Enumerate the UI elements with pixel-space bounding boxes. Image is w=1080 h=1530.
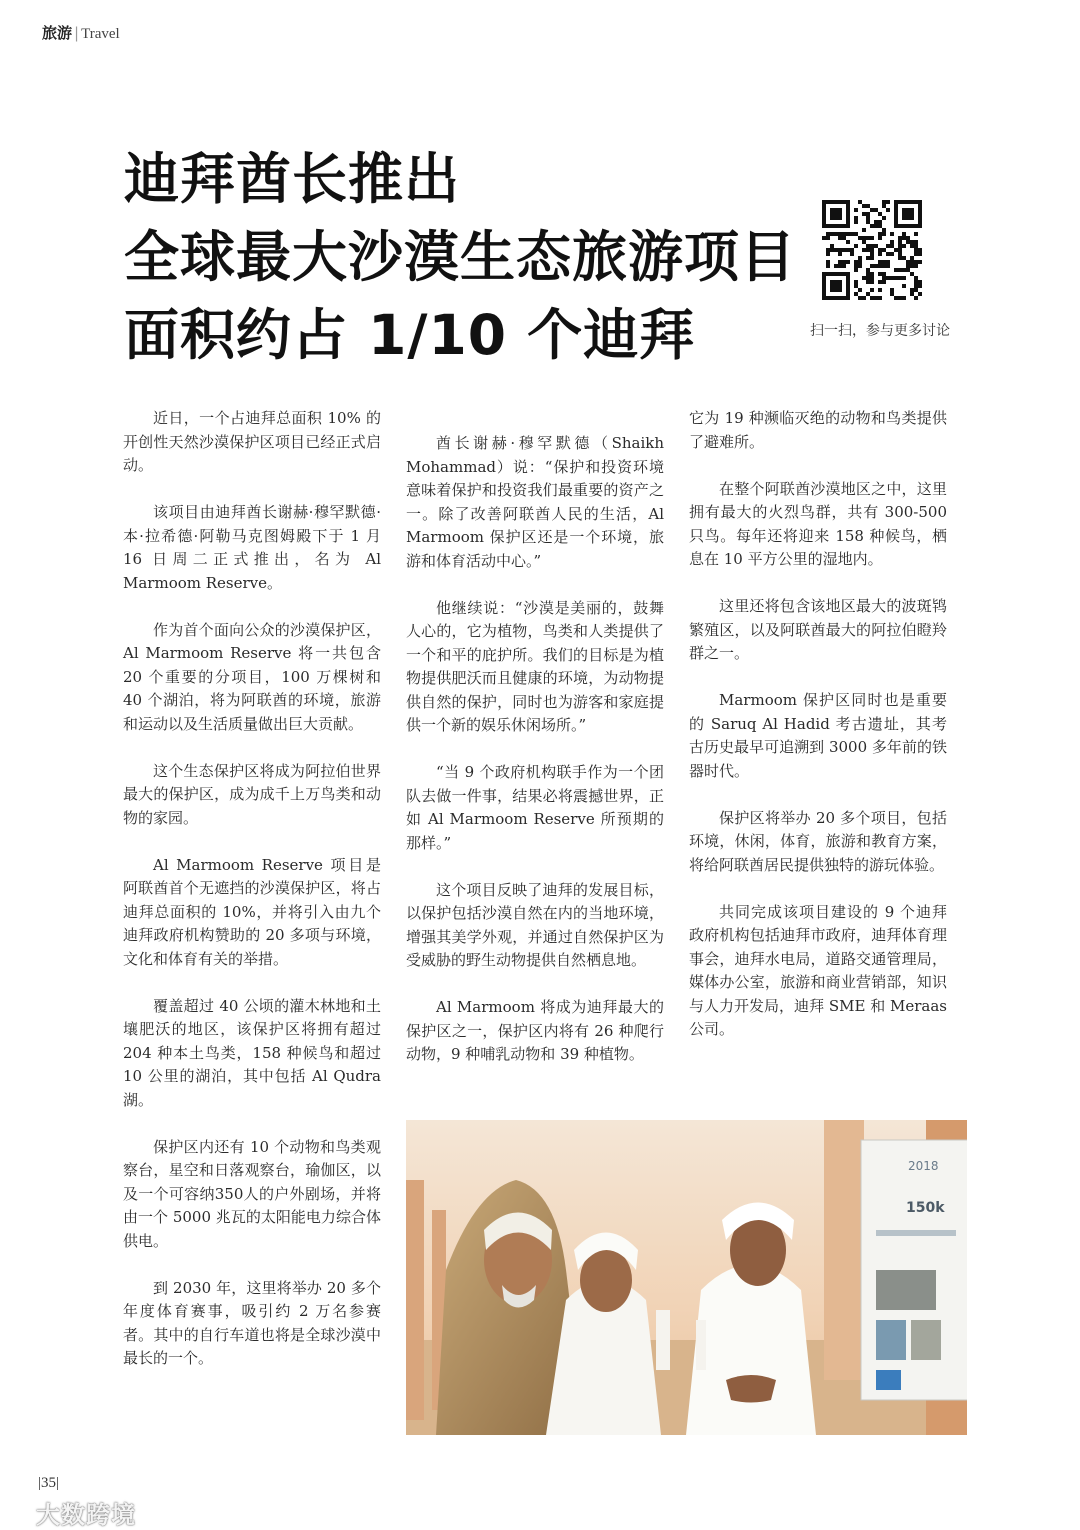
qr-module [874,244,878,248]
headline-line-2: 全球最大沙漠生态旅游项目 [124,225,797,289]
qr-module [862,236,866,240]
page-number: |35| [38,1475,60,1491]
qr-module [874,208,878,212]
qr-module [910,288,914,292]
qr-module [870,272,874,276]
qr-module [866,276,870,280]
qr-module [878,296,882,300]
qr-module [906,260,910,264]
qr-module [866,292,870,296]
qr-module [882,260,886,264]
qr-module [910,272,914,276]
page-number-value: 35 [41,1475,57,1491]
paragraph: 这里还将包含该地区最大的波斑鸨繁殖区，以及阿联酋最大的阿拉伯瞪羚群之一。 [689,597,947,662]
qr-module [862,204,866,208]
paragraph: 保护区将举办 20 多个项目，包括环境，休闲，体育，旅游和教育方案，将给阿联酋居民提供独特的游玩体验。 [689,808,947,874]
qr-module [858,264,862,268]
qr-module [898,296,902,300]
qr-module [902,236,906,240]
qr-module [918,252,922,256]
qr-module [890,276,894,280]
section-tag [42,22,120,43]
qr-module [866,220,870,224]
qr-module [858,296,862,300]
qr-module [866,256,870,260]
qr-module [866,248,870,252]
qr-module [866,212,870,216]
qr-module [886,244,890,248]
qr-module [878,260,882,264]
qr-module [854,208,858,212]
qr-module [894,296,898,300]
qr-module [878,224,882,228]
qr-module [826,236,830,240]
paragraph: 这个生态保护区将成为阿拉伯世界最大的保护区，成为成千上万鸟类和动物的家园。 [123,761,381,827]
qr-module [838,236,842,240]
qr-module [846,240,850,244]
qr-module [870,252,874,256]
qr-module [902,284,906,288]
qr-module [822,236,826,240]
qr-module [902,232,906,236]
qr-module [882,216,886,220]
qr-module [854,280,858,284]
qr-module [914,252,918,256]
qr-module [878,288,882,292]
qr-module [886,252,890,256]
qr-module [910,256,914,260]
qr-module [826,248,830,252]
qr-module [826,260,830,264]
article-headline [124,140,804,374]
qr-module [910,244,914,248]
qr-module [846,248,850,252]
qr-module [862,276,866,280]
qr-module [870,288,874,292]
board-figure-label: 150k [906,1200,945,1216]
qr-module [834,264,838,268]
qr-module [842,248,846,252]
qr-module [886,276,890,280]
qr-module [858,260,862,264]
qr-module [854,244,858,248]
text-column-1 [123,407,381,1394]
qr-module [894,268,898,272]
board-year-label: 2018 [908,1159,939,1173]
qr-module [870,276,874,280]
paragraph: “当 9 个政府机构联手作为一个团队去做一件事，结果必将震撼世界，正如 Al Marmoom Reserve 所预期的那样。” [406,763,664,852]
qr-module [918,292,922,296]
qr-module [882,228,886,232]
headline-line-3: 面积约占 1/10 个迪拜 [124,303,696,367]
qr-module [906,236,910,240]
qr-module [870,208,874,212]
qr-module [882,276,886,280]
qr-module [878,280,882,284]
qr-module [906,264,910,268]
qr-module [858,288,862,292]
qr-module [870,244,874,248]
qr-module [834,232,838,236]
qr-module [830,232,834,236]
qr-module [854,268,858,272]
qr-module [894,248,898,252]
qr-module [846,232,850,236]
qr-module [866,280,870,284]
section-tag-zh: 旅游 [42,24,73,42]
qr-module [914,288,918,292]
qr-module [826,252,830,256]
paragraph: 到 2030 年，这里将举办 20 多个年度体育赛事，吸引约 2 万名参赛者。其中的自行车道也将是全球沙漠中最长的一个。 [123,1278,381,1367]
qr-module [898,244,902,248]
paragraph: Al Marmoom 将成为迪拜最大的保护区之一，保护区内将有 26 种爬行动物，9 种哺乳动物和 39 种植物。 [406,998,664,1063]
qr-module [854,284,858,288]
qr-module [866,236,870,240]
qr-module [910,264,914,268]
qr-module [878,272,882,276]
qr-module [878,220,882,224]
qr-module [878,236,882,240]
qr-module [914,276,918,280]
qr-module [858,236,862,240]
qr-module [874,296,878,300]
exhibit-board [861,1140,967,1400]
qr-module [870,236,874,240]
qr-module [870,248,874,252]
qr-module [882,200,886,204]
qr-module [870,256,874,260]
qr-module [910,260,914,264]
watermark-logo [36,1495,136,1530]
qr-module [906,240,910,244]
qr-module [910,240,914,244]
qr-module [834,248,838,252]
qr-module [842,232,846,236]
qr-module [890,232,894,236]
article-photo [406,1120,967,1435]
qr-module [866,204,870,208]
qr-module [830,248,834,252]
qr-module [830,244,834,248]
paragraph: 酋长谢赫·穆罕默德（Shaikh Mohammad）说：“保护和投资环境意味着保护和投资我们最重要的资产之一。除了改善阿联酋人民的生活，Al Marmoom 保护区还是一个环境，旅游和体育活动中心。” [406,434,664,570]
qr-module [914,260,918,264]
paragraph: Al Marmoom Reserve 项目是阿联酋首个无遮挡的沙漠保护区，将占迪拜总面积的 10%，并将引入由九个迪拜政府机构赞助的 20 多项与环境，文化和体育有关的举措。 [123,855,381,968]
qr-module [846,260,850,264]
qr-module [826,232,830,236]
qr-module [878,264,882,268]
qr-module [842,260,846,264]
qr-module [902,256,906,260]
qr-module [886,200,890,204]
qr-module [866,272,870,276]
text-column-2 [406,432,664,1090]
qr-module [870,280,874,284]
qr-module [902,276,906,280]
qr-module [878,248,882,252]
qr-module [898,236,902,240]
qr-module [890,244,894,248]
qr-module [918,248,922,252]
paragraph: Marmoom 保护区同时也是重要的 Saruq Al Hadid 考古遗址，其考古历史最早可追溯到 3000 多年前的铁器时代。 [689,691,947,780]
qr-module [854,264,858,268]
qr-module [838,252,842,256]
qr-module [854,216,858,220]
qr-module [854,232,858,236]
qr-module [902,244,906,248]
paragraph: 他继续说：“沙漠是美丽的，鼓舞人心的，它为植物，鸟类和人类提供了一个和平的庇护所。我们的目标是为植物提供肥沃而且健康的环境，为动物提供自然的保护，同时也为游客和家庭提供一个新的娱乐休闲场所。” [406,598,664,734]
qr-module [866,244,870,248]
qr-module [866,216,870,220]
qr-module [898,248,902,252]
qr-module [918,280,922,284]
qr-module [898,240,902,244]
qr-module [882,264,886,268]
qr-module [890,292,894,296]
qr-module [902,268,906,272]
qr-module [826,264,830,268]
qr-module [898,252,902,256]
qr-module [898,276,902,280]
paragraph: 该项目由迪拜酋长谢赫·穆罕默德·本·拉希德·阿勒马克图姆殿下于 1 月 16 日周二正式推出，名为 Al Marmoom Reserve。 [123,503,381,592]
qr-module [886,260,890,264]
paragraph: 保护区内还有 10 个动物和鸟类观察台，星空和日落观察台，瑜伽区，以及一个可容纳350人的户外剧场，并将由一个 5000 兆瓦的太阳能电力综合体供电。 [123,1137,381,1250]
qr-module [918,260,922,264]
paragraph: 作为首个面向公众的沙漠保护区，Al Marmoom Reserve 将一共包含 20 个重要的分项目，100 万棵树和 40 个湖泊，将为阿联酋的环境，旅游和运动以及生活质量做出巨大贡献。 [123,620,381,733]
qr-module [838,264,842,268]
qr-module [894,276,898,280]
qr-module [914,296,918,300]
qr-module [882,204,886,208]
text-column-3 [689,407,947,1065]
qr-module [882,232,886,236]
qr-module [862,248,866,252]
paragraph: 这个项目反映了迪拜的发展目标，以保护包括沙漠自然在内的当地环境，增强其美学外观，并通过自然保护区为受威胁的野生动物提供自然栖息地。 [406,880,664,969]
qr-module [862,228,866,232]
qr-module [866,268,870,272]
qr-module [902,296,906,300]
qr-module [882,280,886,284]
paragraph: 近日，一个占迪拜总面积 10% 的开创性天然沙漠保护区项目已经正式启动。 [123,409,381,474]
qr-module [914,240,918,244]
qr-module [898,256,902,260]
qr-module [906,268,910,272]
qr-module [874,224,878,228]
qr-module [890,240,894,244]
section-divider: | [74,24,80,42]
qr-module [862,240,866,244]
qr-module [918,284,922,288]
qr-module [878,252,882,256]
qr-module [858,200,862,204]
qr-module [862,296,866,300]
qr-module [850,232,854,236]
qr-module [862,212,866,216]
qr-module [914,248,918,252]
qr-module [914,284,918,288]
qr-code [822,200,922,300]
qr-module [842,236,846,240]
qr-module [874,220,878,224]
qr-module [878,232,882,236]
watermark-text: 大数跨境 [36,1501,136,1529]
qr-module [858,256,862,260]
qr-module [914,264,918,268]
qr-module [850,248,854,252]
qr-module [890,252,894,256]
qr-module [838,260,842,264]
qr-module [914,232,918,236]
qr-module [838,232,842,236]
qr-module [914,244,918,248]
qr-module [870,296,874,300]
qr-module [910,292,914,296]
paragraph: 覆盖超过 40 公顷的灌木林地和土壤肥沃的地区，该保护区将拥有超过 204 种本土鸟类，158 种候鸟和超过 10 公里的湖泊，其中包括 Al Qudra 湖。 [123,996,381,1109]
qr-module [870,264,874,268]
qr-module [886,208,890,212]
qr-module [850,252,854,256]
qr-module [878,212,882,216]
paragraph: 在整个阿联酋沙漠地区之中，这里拥有最大的火烈鸟群，共有 300-500 只鸟。每年还将迎来 158 种候鸟，栖息在 10 平方公里的湿地内。 [689,479,947,568]
qr-module [882,272,886,276]
qr-module [874,264,878,268]
qr-module [854,292,858,296]
qr-module [890,288,894,292]
qr-module [842,264,846,268]
qr-module [854,260,858,264]
qr-module [914,280,918,284]
section-tag-en: Travel [81,26,120,42]
paragraph: 它为 19 种濒临灭绝的动物和鸟类提供了避难所。 [689,409,947,451]
qr-module [854,220,858,224]
qr-caption: 扫一扫，参与更多讨论 [810,323,950,339]
paragraph: 共同完成该项目建设的 9 个迪拜政府机构包括迪拜市政府，迪拜体育理事会，迪拜水电局，道路交通管理局，媒体办公室，旅游和商业营销部，知识与人力开发局，迪拜 SME 和 Meraas 公司。 [689,902,947,1038]
qr-module [870,224,874,228]
qr-module [882,248,886,252]
qr-module [886,264,890,268]
qr-module [838,248,842,252]
headline-line-1: 迪拜酋长推出 [124,147,461,211]
qr-module [898,268,902,272]
